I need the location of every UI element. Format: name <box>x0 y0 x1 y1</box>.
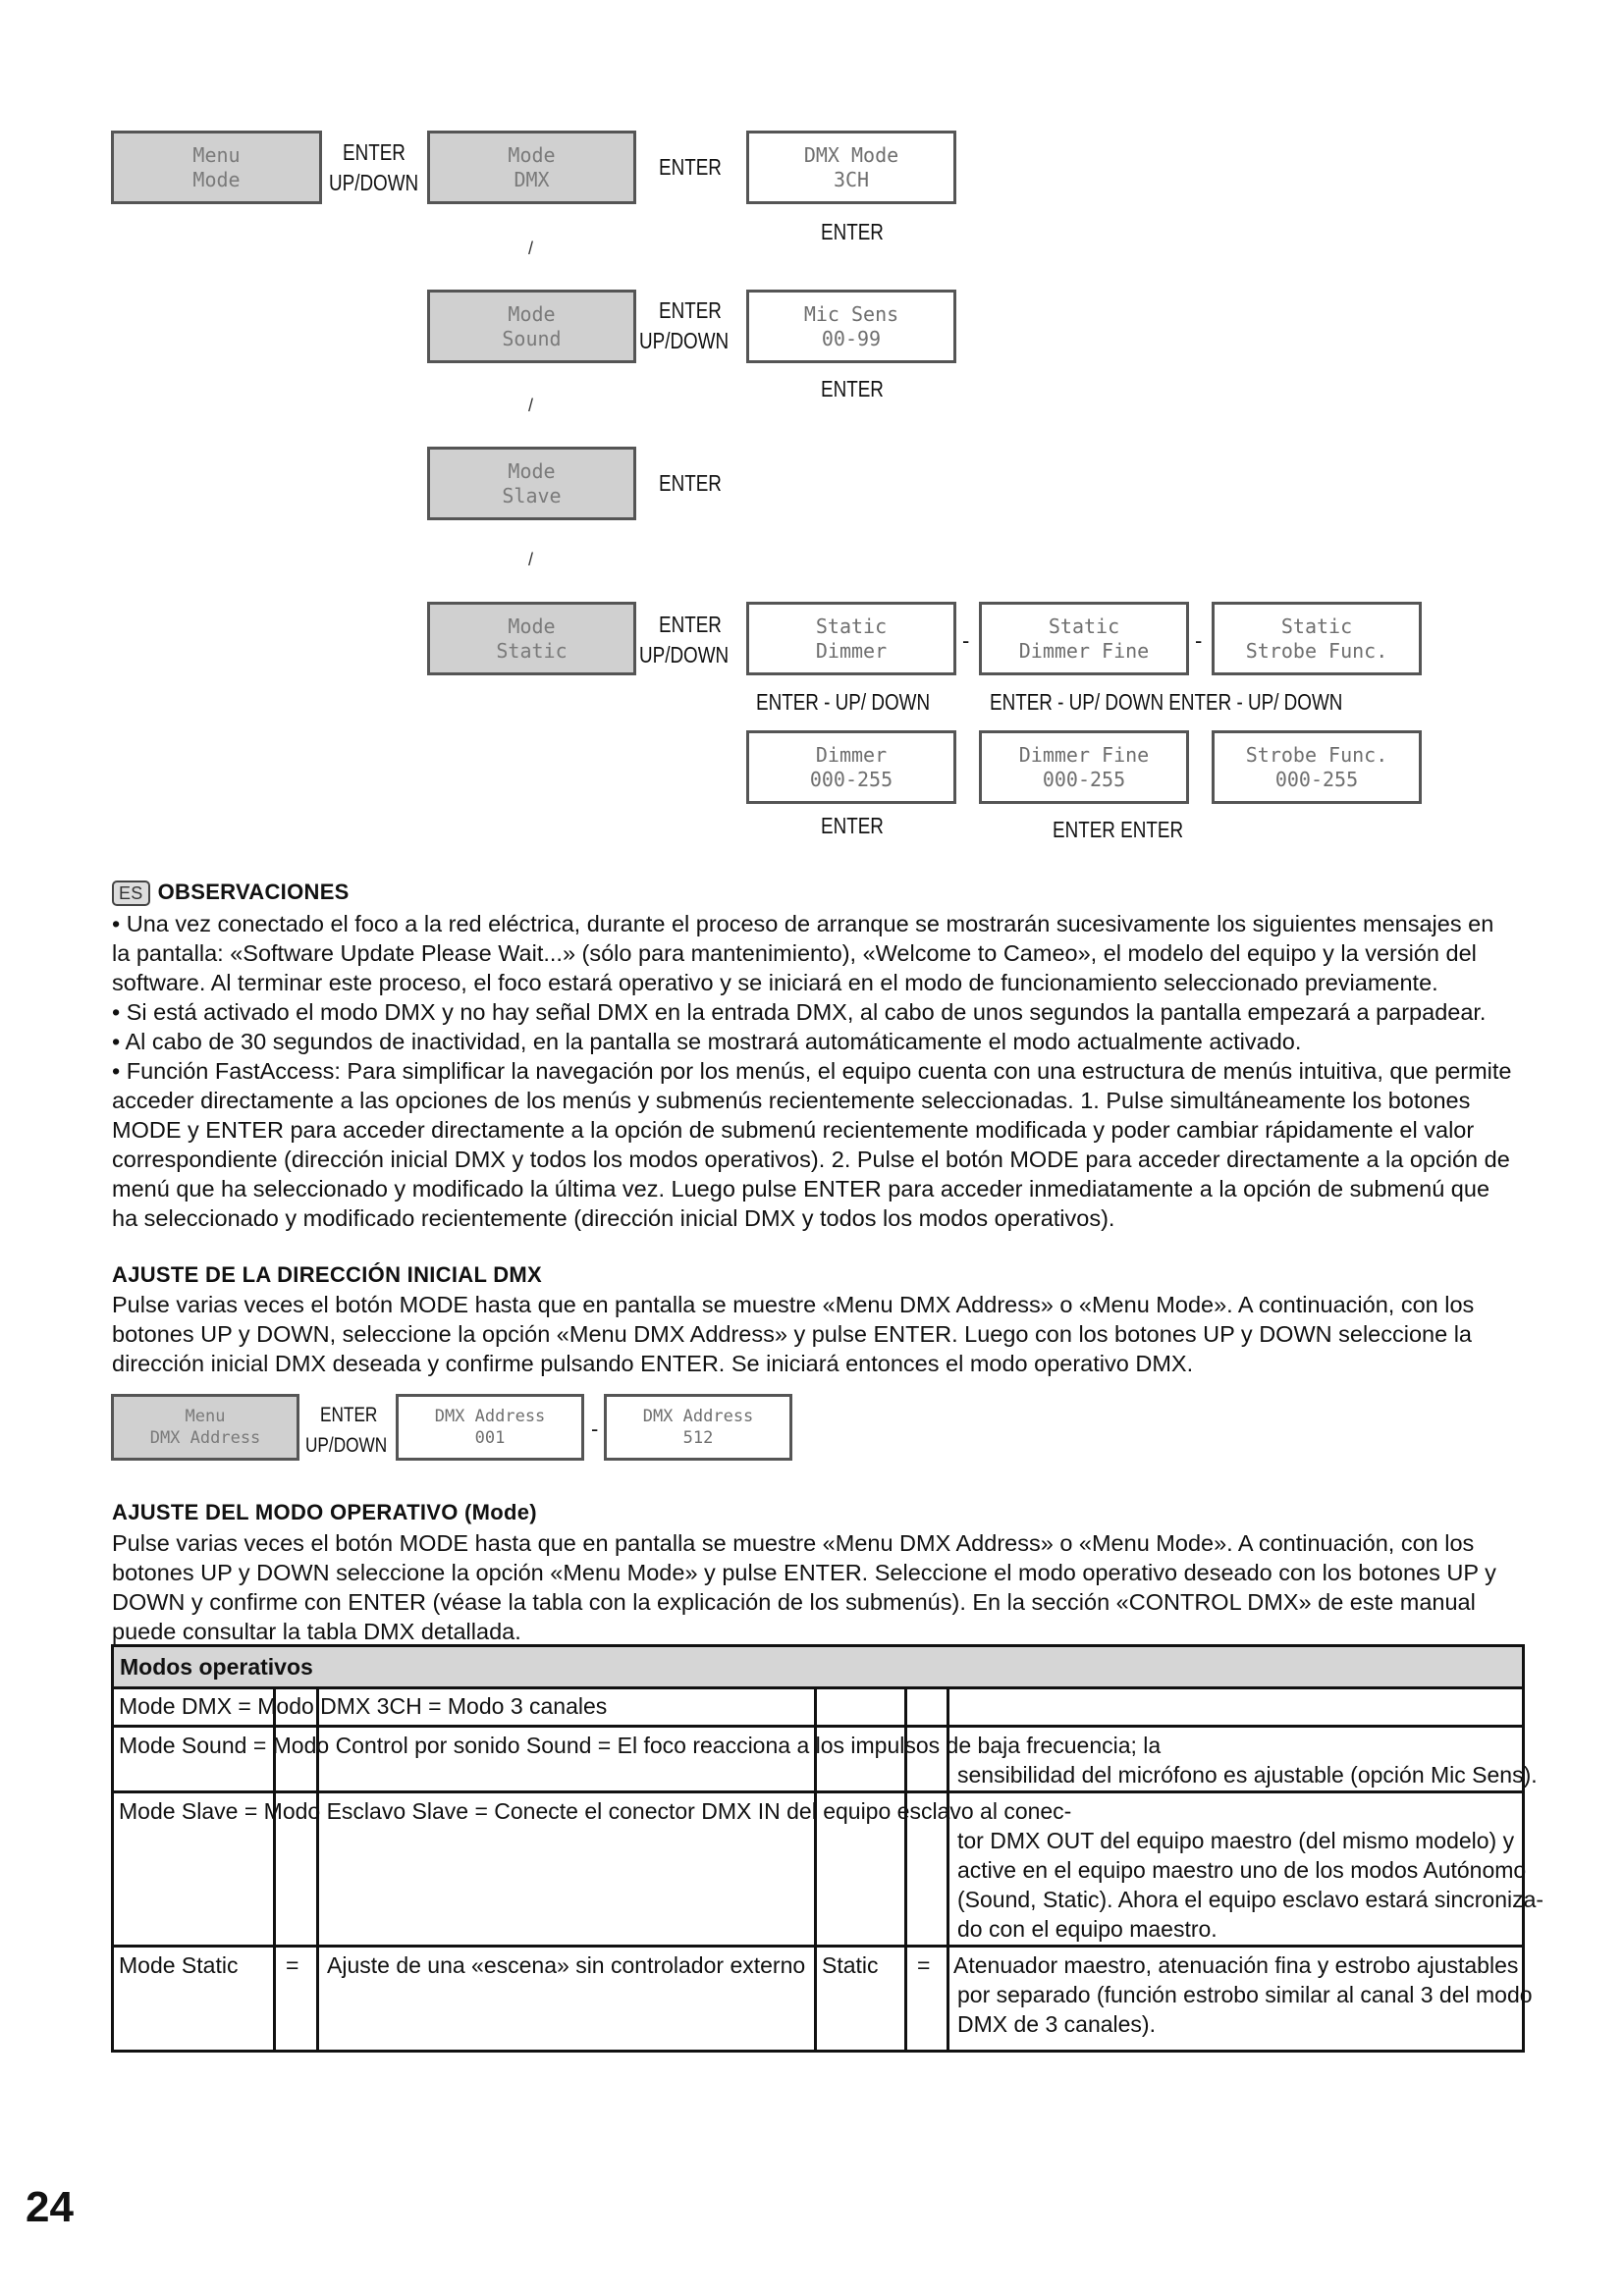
lcd-strobe-value: Strobe Func. 000-255 <box>1212 730 1422 804</box>
section-body: Pulse varias veces el botón MODE hasta que en pantalla se muestre «Menu DMX Address» o «Menu Mode». A continuación, con los botones UP y DOWN, seleccione la opción «Menu DMX Address» y pulse ENTER. Luego con los botones UP y DOWN seleccione la dirección inicial DMX deseada y confirme pulsando ENTER. Se iniciará entonces el modo operativo DMX. <box>112 1292 1475 1376</box>
lcd-dmx-address-512: DMX Address 512 <box>604 1394 792 1461</box>
lcd-dimmer-value: Dimmer 000-255 <box>746 730 956 804</box>
label-up-down: UP/DOWN <box>329 170 419 195</box>
table-row: Mode Slave = Modo Esclavo Slave = Conecte el conector DMX IN del equipo esclavo al conec- <box>119 1798 1072 1824</box>
lcd-mode-sound: Mode Sound <box>427 290 636 363</box>
table-cell: do con el equipo maestro. <box>957 1916 1218 1942</box>
separator-slash: / <box>528 550 534 569</box>
table-row: Mode Sound = Modo Control por sonido Sound = El foco reacciona a los impulsos de baja frecuencia; la <box>119 1733 1162 1758</box>
label-enter: ENTER <box>659 154 722 180</box>
lcd-mode-dmx: Mode DMX <box>427 131 636 204</box>
table-cell: por separado (función estrobo similar al canal 3 del modo <box>957 1982 1533 2007</box>
table-cell: = <box>286 1952 299 1978</box>
lcd-dimmer-fine-value: Dimmer Fine 000-255 <box>979 730 1189 804</box>
section-heading: AJUSTE DE LA DIRECCIÓN INICIAL DMX <box>112 1262 543 1287</box>
table-cell: = <box>917 1952 931 1978</box>
label-enter: ENTER <box>659 612 722 637</box>
language-badge: ES <box>112 881 150 906</box>
table-cell: Mode Static <box>119 1952 239 1978</box>
label-enter: ENTER <box>821 813 884 838</box>
paragraph: • Si está activado el modo DMX y no hay señal DMX en la entrada DMX, al cabo de unos segundos la pantalla empezará a parpadear. <box>112 999 1487 1025</box>
paragraph: • Al cabo de 30 segundos de inactividad, en la pantalla se mostrará automáticamente el modo actualmente activado. <box>112 1029 1302 1054</box>
observaciones-text <box>112 909 1516 1233</box>
label-up-down: UP/DOWN <box>639 328 730 353</box>
label-enter-enter: ENTER ENTER <box>1053 817 1184 842</box>
label-enter: ENTER <box>821 376 884 401</box>
table-cell: tor DMX OUT del equipo maestro (del mismo modelo) y <box>957 1828 1515 1853</box>
lcd-mode-static: Mode Static <box>427 602 636 675</box>
table-cell: Ajuste de una «escena» sin controlador externo <box>327 1952 806 1978</box>
section-heading: AJUSTE DEL MODO OPERATIVO (Mode) <box>112 1500 537 1524</box>
paragraph: • Una vez conectado el foco a la red eléctrica, durante el proceso de arranque se mostrarán sucesivamente los siguientes mensajes en la pantalla: «Software Update Please Wait...» (sólo para mantenimiento), «Welcome to Cameo», el modelo del equipo y la versión del software. Al terminar este proceso, el foco estará operativo y se iniciará en el modo de funcionamiento seleccionado previamente. <box>112 911 1494 995</box>
separator-dash: - <box>591 1416 599 1441</box>
separator-dash: - <box>1195 628 1203 653</box>
table-cell: sensibilidad del micrófono es ajustable (opción Mic Sens). <box>957 1762 1538 1788</box>
table-cell: (Sound, Static). Ahora el equipo esclavo estará sincroniza- <box>957 1887 1544 1912</box>
lcd-dmx-mode-3ch: DMX Mode 3CH <box>746 131 956 204</box>
table-cell: active en el equipo maestro uno de los modos Autónomo <box>957 1857 1527 1883</box>
label-up-down: UP/DOWN <box>639 642 730 667</box>
table-cell: Atenuador maestro, atenuación fina y estrobo ajustables <box>953 1952 1519 1978</box>
separator-slash: / <box>528 396 534 415</box>
lcd-mic-sens: Mic Sens 00-99 <box>746 290 956 363</box>
separator-slash: / <box>528 239 534 258</box>
label-enter: ENTER <box>343 139 406 165</box>
observaciones-heading: ES OBSERVACIONES <box>112 880 350 906</box>
section-body: Pulse varias veces el botón MODE hasta que en pantalla se muestre «Menu DMX Address» o «Menu Mode». A continuación, con los botones UP y DOWN seleccione la opción «Menu Mode» y pulse ENTER. Seleccione el modo operativo deseado con los botones UP y DOWN y confirme con ENTER (véase la tabla con la explicación de los submenús). En la sección «CONTROL DMX» de este manual puede consultar la tabla DMX detallada. <box>112 1530 1496 1644</box>
table-cell: DMX de 3 canales). <box>957 2011 1156 2037</box>
table-row: Mode DMX = Modo DMX 3CH = Modo 3 canales <box>119 1693 608 1719</box>
lcd-static-strobe: Static Strobe Func. <box>1212 602 1422 675</box>
label-up-down: UP/DOWN <box>305 1434 388 1457</box>
paragraph: • Función FastAccess: Para simplificar la navegación por los menús, el equipo cuenta con una estructura de menús intuitiva, que permite acceder directamente a las opciones de los menús y submenús recientemente seleccionadas. 1. Pulse simultáneamente los botones MODE y ENTER para acceder directamente a la opción de submenú recientemente modificada y poder cambiar rápidamente el valor correspondiente (dirección inicial DMX y todos los modos operativos). 2. Pulse el botón MODE para acceder directamente a la opción de menú que ha seleccionado y modificado la última vez. Luego pulse ENTER para acceder inmediatamente a la opción de submenú que ha seleccionado y modificado recientemente (dirección inicial DMX y todos los modos operativos). <box>112 1058 1512 1231</box>
lcd-static-dimmer: Static Dimmer <box>746 602 956 675</box>
modos-operativos-table <box>111 1644 1544 2053</box>
separator-dash: - <box>962 628 970 653</box>
label-enter: ENTER <box>320 1404 378 1426</box>
label-enter: ENTER <box>659 297 722 323</box>
lcd-mode-slave: Mode Slave <box>427 447 636 520</box>
label-enter: ENTER <box>821 219 884 244</box>
label-enter: ENTER <box>659 470 722 496</box>
lcd-static-dimmer-fine: Static Dimmer Fine <box>979 602 1189 675</box>
lcd-menu-dmx-address: Menu DMX Address <box>111 1394 299 1461</box>
lcd-menu-mode: Menu Mode <box>111 131 322 204</box>
page-number: 24 <box>26 2183 74 2231</box>
label-enter-up-down-2: ENTER - UP/ DOWN ENTER - UP/ DOWN <box>990 689 1343 715</box>
table-cell: Static <box>822 1952 879 1978</box>
table-header: Modos operativos <box>114 1647 1522 1689</box>
lcd-dmx-address-001: DMX Address 001 <box>396 1394 584 1461</box>
label-enter-up-down: ENTER - UP/ DOWN <box>756 689 931 715</box>
